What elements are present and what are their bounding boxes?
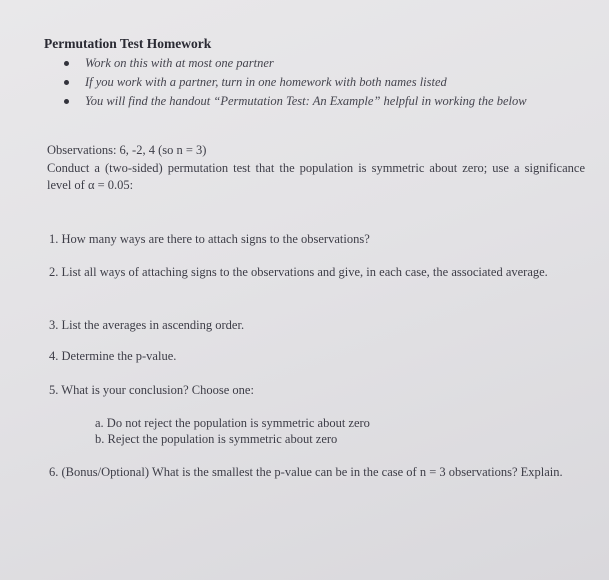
test-instructions: Conduct a (two-sided) permutation test that the population is symmetric about zero; use a significance level of α = 0.05: bbox=[47, 161, 585, 192]
question-3: 3. List the averages in ascending order. bbox=[49, 318, 245, 332]
bullet-dot-icon bbox=[64, 61, 69, 66]
bullet-item bbox=[64, 92, 527, 111]
observations-line: Observations: 6, -2, 4 (so n = 3) bbox=[47, 143, 207, 157]
option-a: a. Do not reject the population is symmetric about zero bbox=[95, 416, 370, 430]
question-1: 1. How many ways are there to attach signs to the observations? bbox=[49, 232, 370, 246]
bullet-text: If you work with a partner, turn in one homework with both names listed bbox=[85, 75, 447, 89]
instructions-bullet-list bbox=[64, 54, 527, 111]
bullet-item bbox=[64, 73, 527, 92]
bullet-dot-icon bbox=[64, 80, 69, 85]
question-5: 5. What is your conclusion? Choose one: bbox=[49, 383, 254, 397]
bullet-item bbox=[64, 54, 527, 73]
question-4: 4. Determine the p-value. bbox=[49, 349, 177, 363]
option-b: b. Reject the population is symmetric about zero bbox=[95, 432, 338, 446]
bullet-text: You will find the handout “Permutation Test: An Example” helpful in working the below bbox=[85, 94, 527, 108]
question-2: 2. List all ways of attaching signs to the observations and give, in each case, the associated average. bbox=[49, 265, 548, 279]
bullet-dot-icon bbox=[64, 99, 69, 104]
bullet-text: Work on this with at most one partner bbox=[85, 56, 274, 70]
document-title: Permutation Test Homework bbox=[44, 36, 212, 51]
question-5-options bbox=[95, 415, 370, 447]
question-6-bonus: 6. (Bonus/Optional) What is the smallest the p-value can be in the case of n = 3 observations? Explain. bbox=[49, 465, 563, 479]
